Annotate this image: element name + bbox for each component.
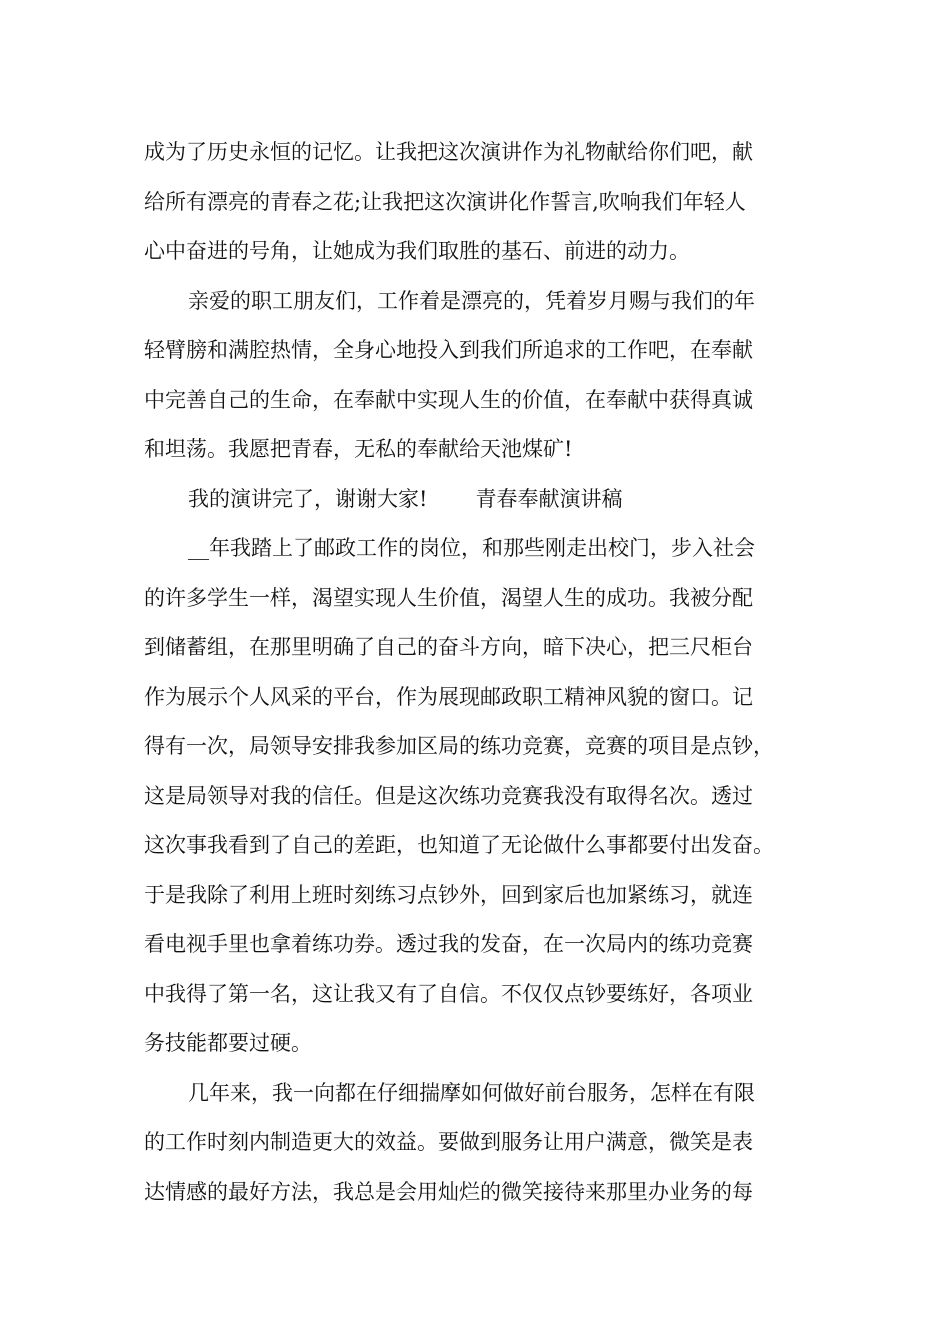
text-line: 于是我除了利用上班时刻练习点钞外，回到家后也加紧练习，就连	[144, 882, 753, 907]
text-line: 成为了历史永恒的记忆。让我把这次演讲作为礼物献给你们吧，献	[144, 140, 753, 164]
text-line: 得有一次，局领导安排我参加区局的练功竞赛，竞赛的项目是点钞，	[144, 734, 774, 758]
text-line: 亲爱的职工朋友们，工作着是漂亮的，凭着岁月赐与我们的年	[188, 288, 755, 313]
text-line: 给所有漂亮的青春之花;让我把这次演讲化作誓言,吹响我们年轻人	[144, 189, 746, 214]
paragraph-3	[144, 475, 814, 525]
paragraph-1	[144, 128, 814, 277]
text-line: 几年来，我一向都在仔细揣摩如何做好前台服务，怎样在有限	[188, 1080, 755, 1105]
text-line: 和坦荡。我愿把青春，无私的奉献给天池煤矿!	[144, 437, 573, 461]
paragraph-2	[144, 277, 814, 475]
text-line: 的工作时刻内制造更大的效益。要做到服务让用户满意，微笑是表	[144, 1130, 753, 1154]
document-body	[144, 128, 814, 1217]
text-line: __年我踏上了邮政工作的岗位，和那些刚走出校门，步入社会	[188, 536, 755, 560]
paragraph-4	[144, 524, 814, 1069]
text-line: 达情感的最好方法，我总是会用灿烂的微笑接待来那里办业务的每	[144, 1179, 753, 1204]
section-title: 青春奉献演讲稿	[475, 486, 623, 511]
text-line: 这次事我看到了自己的差距，也知道了无论做什么事都要付出发奋。	[144, 833, 774, 857]
text-line: 心中奋进的号角，让她成为我们取胜的基石、前进的动力。	[144, 239, 690, 263]
text-line: 中完善自己的生命，在奉献中实现人生的价值，在奉献中获得真诚	[144, 387, 753, 412]
paragraph-5	[144, 1069, 814, 1218]
text-line: 的许多学生一样，渴望实现人生价值，渴望人生的成功。我被分配	[144, 585, 753, 610]
text-line: 看电视手里也拿着练功券。透过我的发奋，在一次局内的练功竞赛	[144, 932, 753, 956]
text-line: 这是局领导对我的信任。但是这次练功竞赛我没有取得名次。透过	[144, 783, 753, 808]
text-line: 作为展示个人风采的平台，作为展现邮政职工精神风貌的窗口。记	[144, 684, 753, 709]
text-line: 务技能都要过硬。	[144, 1031, 312, 1055]
closing-remark: 我的演讲完了，谢谢大家!	[188, 486, 428, 511]
text-line: 轻臂膀和满腔热情，全身心地投入到我们所追求的工作吧，在奉献	[144, 338, 753, 362]
text-line: 到储蓄组，在那里明确了自己的奋斗方向，暗下决心，把三尺柜台	[144, 635, 753, 659]
text-line: 中我得了第一名，这让我又有了自信。不仅仅点钞要练好，各项业	[144, 981, 753, 1006]
closing-line	[144, 475, 814, 525]
